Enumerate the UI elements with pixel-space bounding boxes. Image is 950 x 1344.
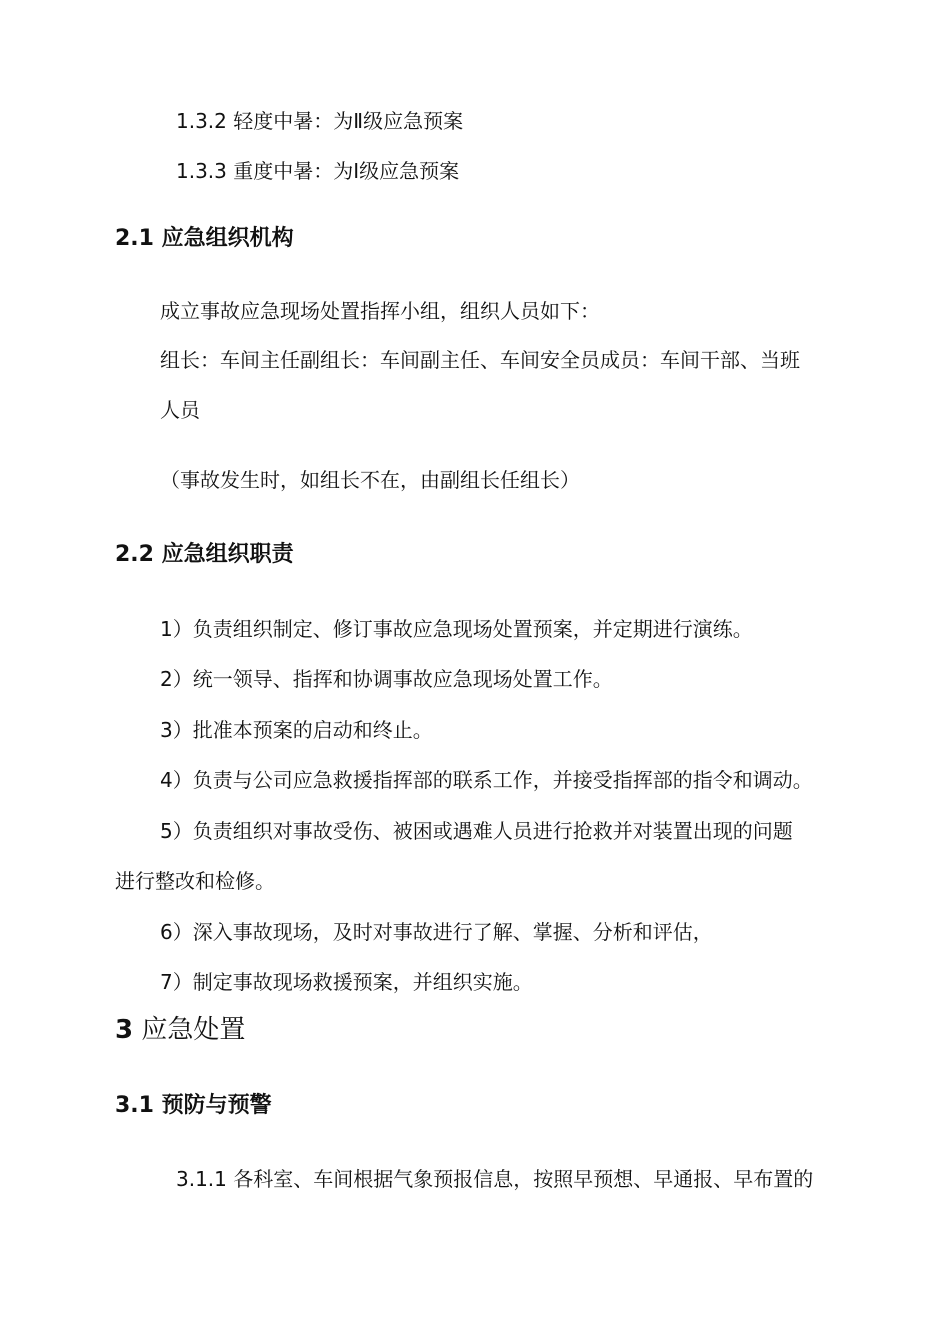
paragraph-team-members-cont: 人员 <box>160 398 200 422</box>
heading-2-2: 2.2 应急组织职责 <box>115 542 294 567</box>
heading-3 <box>115 1013 245 1047</box>
duty-item: 6）深入事故现场，及时对事故进行了解、掌握、分析和评估， <box>160 920 713 944</box>
duty-item-cont: 进行整改和检修。 <box>115 869 275 893</box>
duty-item: 3）批准本预案的启动和终止。 <box>160 718 433 742</box>
duty-item: 4）负责与公司应急救援指挥部的联系工作，并接受指挥部的指令和调动。 <box>160 768 813 792</box>
item-1-3-3: 1.3.3 重度中暑：为Ⅰ级应急预案 <box>176 159 460 183</box>
heading-3-1: 3.1 预防与预警 <box>115 1093 272 1118</box>
duty-item: 7）制定事故现场救援预案，并组织实施。 <box>160 970 533 994</box>
duty-item: 2）统一领导、指挥和协调事故应急现场处置工作。 <box>160 667 613 691</box>
paragraph-team-members: 组长：车间主任副组长：车间副主任、车间安全员成员：车间干部、当班 <box>160 348 800 372</box>
paragraph-3-1-1: 3.1.1 各科室、车间根据气象预报信息，按照早预想、早通报、早布置的 <box>176 1167 814 1191</box>
duty-item: 1）负责组织制定、修订事故应急现场处置预案，并定期进行演练。 <box>160 617 753 641</box>
item-1-3-2: 1.3.2 轻度中暑：为Ⅱ级应急预案 <box>176 109 464 133</box>
paragraph-team-intro: 成立事故应急现场处置指挥小组，组织人员如下： <box>160 299 600 323</box>
heading-3-number: 3 <box>115 1015 134 1045</box>
heading-2-1: 2.1 应急组织机构 <box>115 226 294 251</box>
heading-3-title: 应急处置 <box>141 1015 246 1045</box>
paragraph-team-note: （事故发生时，如组长不在，由副组长任组长） <box>160 468 580 492</box>
duty-item: 5）负责组织对事故受伤、被困或遇难人员进行抢救并对装置出现的问题 <box>160 819 793 843</box>
